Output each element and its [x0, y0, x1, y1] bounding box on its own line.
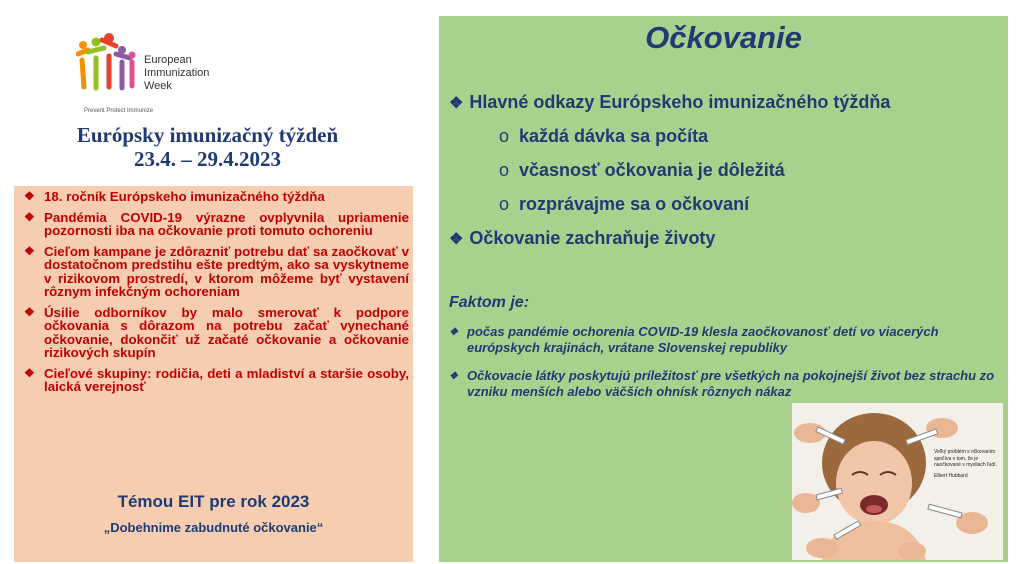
sub-point [499, 194, 749, 215]
sub-point [499, 160, 785, 181]
list-item-text: Pandémia COVID-19 výrazne ovplyvnila upriamenie pozornosti iba na očkovanie proti tomuto ochoreniu [44, 209, 409, 238]
main-point [449, 92, 890, 113]
fact-text: Očkovacie látky poskytujú príležitosť pre všetkých na pokojnejší život bez strachu zo vzniku menších alebo väčších ohnísk rôznych nákaz [467, 368, 995, 399]
eiw-logo [76, 32, 246, 122]
list-item-text: Cieľové skupiny: rodičia, deti a mladiství a staršie osoby, laická verejnosť [44, 365, 409, 394]
diamond-bullet-icon: ❖ [449, 327, 458, 338]
diamond-bullet-icon: ❖ [24, 304, 35, 319]
logo-line: Week [144, 80, 172, 92]
circle-bullet-icon: o [499, 160, 510, 180]
diamond-bullet-icon: ❖ [24, 209, 35, 224]
diamond-bullet-icon: ❖ [449, 231, 464, 248]
list-item [24, 211, 409, 238]
diamond-bullet-icon: ❖ [449, 371, 458, 382]
right-panel [439, 16, 1008, 562]
main-point [449, 228, 715, 249]
circle-bullet-icon: o [499, 126, 510, 146]
list-item-text: Cieľom kampane je zdôrazniť potrebu dať sa zaočkovať v dostatočnom predstihu ešte predtým, ako sa vyskytneme v rizikovom prostredí, v ktorom môžeme byť vystavení rôznym infekčným ochoreniam [44, 243, 409, 299]
sub-point [499, 126, 708, 147]
list-item [24, 190, 409, 204]
list-item-text: Úsilie odborníkov by malo smerovať k podpore očkovania s dôrazom na potrebu začať vynechané očkovanie, dokončiť už začaté očkovanie a očkovanie rizikových skupín [44, 304, 409, 360]
list-item [24, 306, 409, 360]
photo-quote [934, 449, 1000, 479]
diamond-bullet-icon: ❖ [24, 243, 35, 258]
logo-people-icon [76, 32, 138, 92]
fact-text: počas pandémie ochorenia COVID-19 klesla zaočkovanosť detí vo viacerých európskych krajinách, vrátane Slovenskej republiky [467, 324, 939, 355]
theme-label: Témou EIT pre rok 2023 [117, 492, 310, 511]
theme-value: „Dobehnime zabudnuté očkovanie“ [103, 520, 324, 535]
title-line: Európsky imunizačný týždeň [76, 123, 339, 147]
main-point-text: Hlavné odkazy Európskeho imunizačného týždňa [469, 92, 891, 112]
crying-child-photo [792, 403, 1003, 560]
logo-line: European [144, 54, 192, 66]
left-bullet-list [24, 190, 409, 401]
fact-item [449, 368, 999, 400]
list-item [24, 367, 409, 394]
quote-author: Elbert Hubbard [934, 472, 968, 479]
fact-item [449, 324, 999, 356]
main-point-text: Očkovanie zachraňuje životy [469, 228, 716, 248]
title-dates: 23.4. – 29.4.2023 [134, 147, 281, 171]
logo-wordmark [144, 54, 209, 93]
diamond-bullet-icon: ❖ [449, 95, 464, 112]
list-item-text: 18. ročník Európskeho imunizačného týždňa [44, 189, 325, 204]
left-panel [14, 186, 413, 562]
list-item [24, 245, 409, 299]
sub-point-text: rozprávajme sa o očkovaní [519, 194, 750, 214]
facts-heading: Faktom je: [449, 294, 530, 311]
quote-text: Veľký problém s očkovaním spočíva v tom, že je naočkované v mysliach ľudí. [934, 449, 997, 468]
logo-tagline: Prevent Protect Immunize [84, 108, 154, 114]
logo-line: Immunization [144, 67, 210, 79]
sub-point-text: včasnosť očkovania je dôležitá [519, 160, 785, 180]
sub-point-text: každá dávka sa počíta [519, 126, 709, 146]
circle-bullet-icon: o [499, 194, 510, 214]
right-title: Očkovanie [645, 20, 802, 55]
diamond-bullet-icon: ❖ [24, 365, 35, 380]
child-with-syringes-icon [792, 403, 1003, 560]
diamond-bullet-icon: ❖ [24, 189, 35, 203]
left-title [15, 123, 400, 171]
